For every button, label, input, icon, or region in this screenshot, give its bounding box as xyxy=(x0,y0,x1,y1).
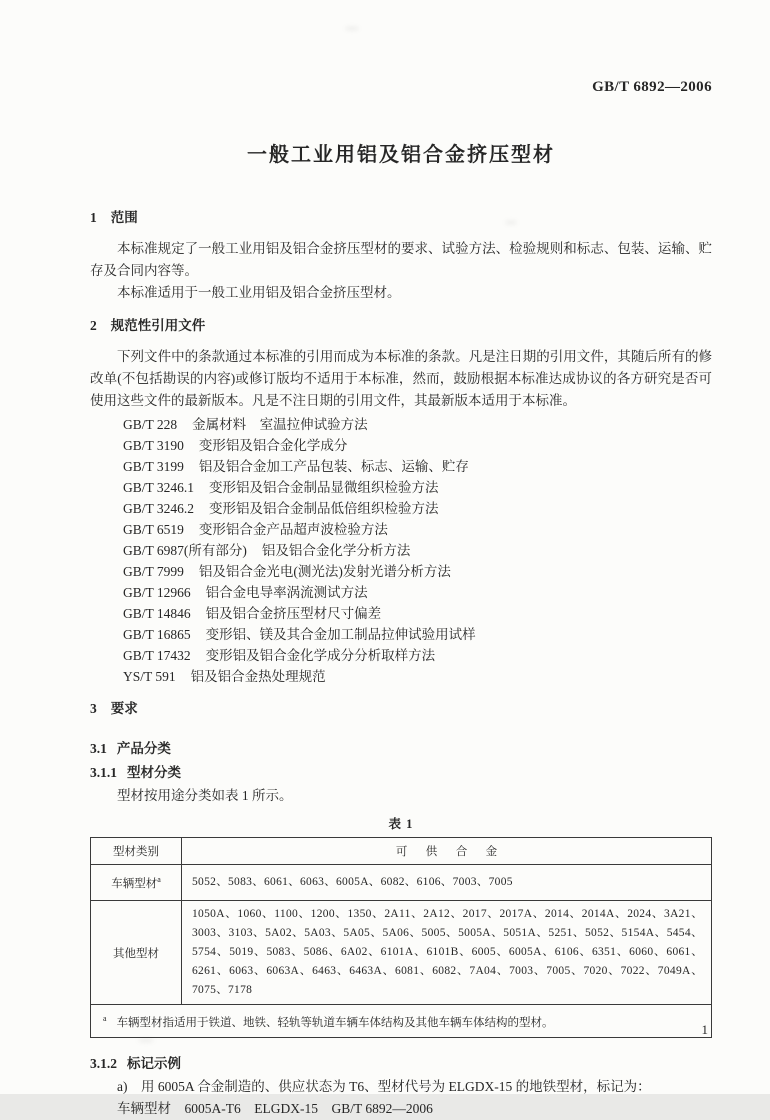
reference-code: GB/T 16865 xyxy=(123,627,191,642)
reference-title: 变形铝及铝合金化学成分分析取样方法 xyxy=(205,648,436,663)
category-cell: 其他型材 xyxy=(91,901,182,1005)
reference-item xyxy=(90,540,712,561)
section-3-title: 要求 xyxy=(110,701,138,716)
section-3-1-1-paragraph: 型材按用途分类如表 1 所示。 xyxy=(117,788,293,803)
page-number: 1 xyxy=(701,1022,708,1037)
reference-title: 变形铝、镁及其合金加工制品拉伸试验用试样 xyxy=(205,627,476,642)
section-3-1-2-number: 3.1.2 xyxy=(90,1055,117,1071)
reference-title: 变形铝及铝合金化学成分 xyxy=(198,438,348,453)
table-1 xyxy=(90,837,712,1038)
footnote-text: 车辆型材指适用于铁道、地铁、轻轨等轨道车辆车体结构及其他车辆车体结构的型材。 xyxy=(116,1016,554,1029)
reference-code: GB/T 228 xyxy=(123,417,178,432)
reference-code: GB/T 3246.2 xyxy=(123,501,195,516)
table-header-row xyxy=(91,838,712,865)
footnote-marker: a xyxy=(157,874,161,884)
table-row-vehicle-profiles xyxy=(91,865,712,901)
page-content xyxy=(90,78,712,1120)
reference-code: GB/T 6987(所有部分) xyxy=(123,543,247,558)
reference-item xyxy=(90,582,712,603)
section-1-paragraph-1: 本标准规定了一般工业用铝及铝合金挤压型材的要求、试验方法、检验规则和标志、包装、运输、贮存及合同内容等。 xyxy=(90,241,712,278)
section-2-number: 2 xyxy=(90,318,97,333)
section-1-number: 1 xyxy=(90,210,97,225)
reference-code: GB/T 7999 xyxy=(123,564,184,579)
section-1-heading xyxy=(90,208,712,228)
category-cell xyxy=(91,865,182,901)
section-1-paragraph-2: 本标准适用于一般工业用铝及铝合金挤压型材。 xyxy=(117,285,401,300)
reference-code: GB/T 17432 xyxy=(123,648,191,663)
page-title: 一般工业用铝及铝合金挤压型材 xyxy=(247,144,555,166)
section-3-1-1-title: 型材分类 xyxy=(127,765,181,780)
reference-item xyxy=(90,456,712,477)
marking-designation: 车辆型材 6005A-T6 ELGDX-15 GB/T 6892—2006 xyxy=(117,1100,433,1116)
marking-example-item-a: a) 用 6005A 合金制造的、供应状态为 T6、型材代号为 ELGDX-15 的地铁型材，标记为： xyxy=(117,1078,651,1094)
reference-title: 铝及铝合金热处理规范 xyxy=(190,669,326,684)
reference-code: GB/T 3246.1 xyxy=(123,480,195,495)
reference-item xyxy=(90,414,712,435)
section-3-heading xyxy=(90,699,712,719)
reference-code: GB/T 3190 xyxy=(123,438,184,453)
table-row-other-profiles xyxy=(91,901,712,1005)
reference-item xyxy=(90,603,712,624)
section-3-1-number: 3.1 xyxy=(90,741,107,756)
section-3-1-1-heading xyxy=(90,763,712,783)
standard-number: GB/T 6892—2006 xyxy=(592,79,712,95)
table-footnote xyxy=(91,1005,712,1038)
alloys-cell: 5052、5083、6061、6063、6005A、6082、6106、7003、7005 xyxy=(182,865,712,901)
reference-code: GB/T 3199 xyxy=(123,459,184,474)
section-3-1-heading xyxy=(90,739,712,759)
section-3-1-2-title: 标记示例 xyxy=(127,1055,181,1071)
reference-title: 铝及铝合金光电(测光法)发射光谱分析方法 xyxy=(198,564,451,579)
reference-item xyxy=(90,498,712,519)
reference-item xyxy=(90,435,712,456)
reference-title: 铝及铝合金挤压型材尺寸偏差 xyxy=(205,606,382,621)
table-footnote-row xyxy=(91,1005,712,1038)
footnote-marker: a xyxy=(103,1014,107,1023)
reference-title: 变形铝合金产品超声波检验方法 xyxy=(198,522,388,537)
reference-item xyxy=(90,624,712,645)
reference-title: 金属材料 室温拉伸试验方法 xyxy=(192,417,368,432)
section-3-number: 3 xyxy=(90,701,97,716)
reference-code: GB/T 6519 xyxy=(123,522,184,537)
section-3-1-1-number: 3.1.1 xyxy=(90,765,117,780)
reference-code: GB/T 12966 xyxy=(123,585,191,600)
alloys-cell: 1050A、1060、1100、1200、1350、2A11、2A12、2017、2017A、2014、2014A、2024、3A21、3003、3103、5A02、5A03、5A05、5A06、5005、5005A、5051A、5251、5052、5154A、5454、5754、5019、5083、5086、6A02、6101A、6101B、6005、6005A、6106、6351、6060、6061、6261、6063、6063A、6463、6463A、6081、6082、7A04、7003、7005、7020、7022、7049A、7075、7178 xyxy=(182,901,712,1005)
reference-item xyxy=(90,666,712,687)
table-1-caption: 表 1 xyxy=(388,817,414,831)
section-1-title: 范围 xyxy=(110,210,138,225)
section-3-1-title: 产品分类 xyxy=(116,741,171,756)
reference-code: YS/T 591 xyxy=(123,669,176,684)
reference-title: 变形铝及铝合金制品低倍组织检验方法 xyxy=(209,501,439,516)
reference-code: GB/T 14846 xyxy=(123,606,191,621)
reference-title: 变形铝及铝合金制品显微组织检验方法 xyxy=(209,480,439,495)
section-2-intro: 下列文件中的条款通过本标准的引用而成为本标准的条款。凡是注日期的引用文件，其随后所有的修改单(不包括勘误的内容)或修订版均不适用于本标准，然而，鼓励根据本标准达成协议的各方研究是否可使用这些文件的最新版本。凡是不注日期的引用文件，其最新版本适用于本标准。 xyxy=(90,349,712,408)
reference-item xyxy=(90,645,712,666)
section-2-heading xyxy=(90,316,712,336)
reference-item xyxy=(90,477,712,498)
reference-title: 铝及铝合金化学分析方法 xyxy=(261,543,411,558)
column-header-category: 型材类别 xyxy=(91,838,182,865)
category-label: 车辆型材 xyxy=(111,877,158,890)
section-3-1-2-heading xyxy=(90,1054,712,1074)
reference-title: 铝及铝合金加工产品包装、标志、运输、贮存 xyxy=(198,459,469,474)
scan-smudge xyxy=(345,26,359,31)
section-2-title: 规范性引用文件 xyxy=(110,318,206,333)
reference-item xyxy=(90,519,712,540)
reference-item xyxy=(90,561,712,582)
reference-title: 铝合金电导率涡流测试方法 xyxy=(205,585,368,600)
column-header-alloys: 可供合金 xyxy=(182,838,712,865)
reference-list xyxy=(90,414,712,687)
